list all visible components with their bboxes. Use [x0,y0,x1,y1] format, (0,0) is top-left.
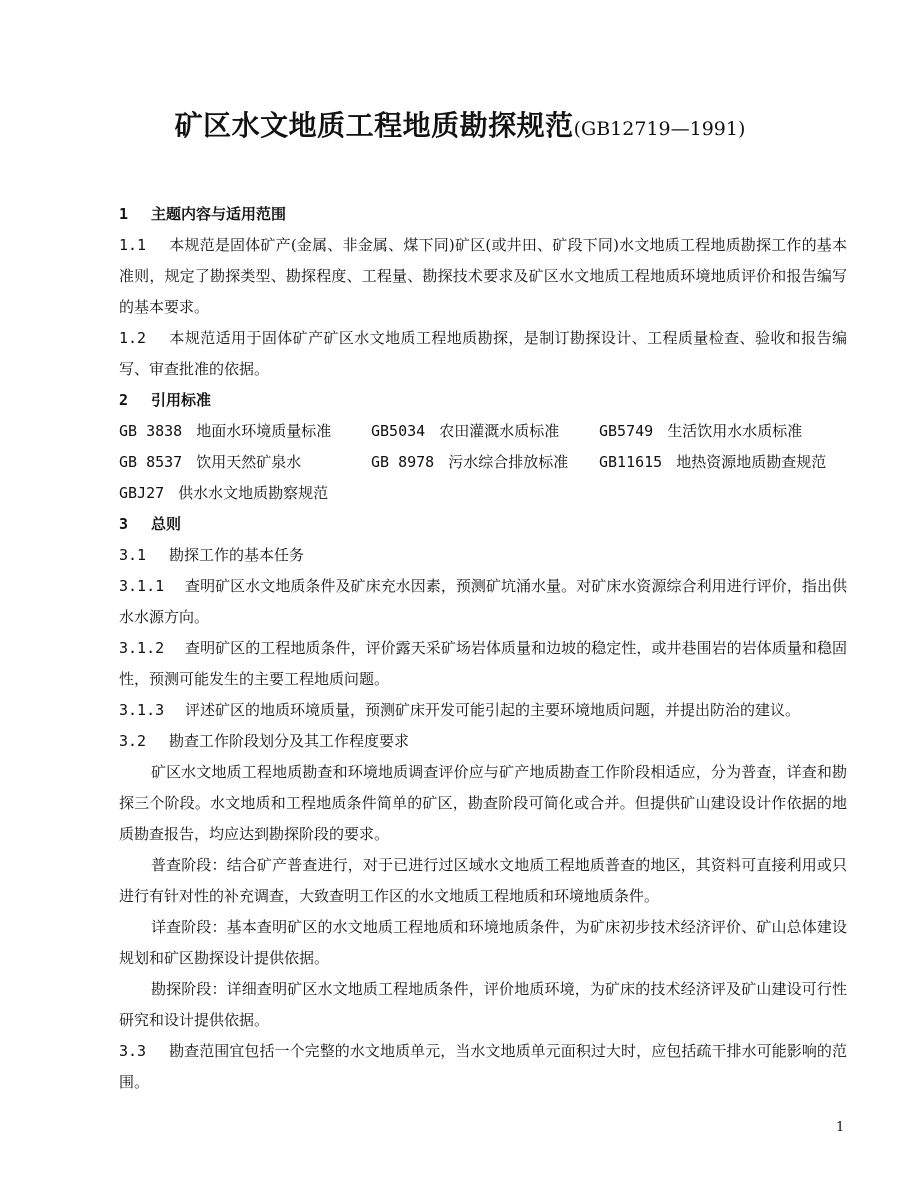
clause-number: 3.3 [119,1042,147,1060]
clause-number: 3.1.2 [119,639,165,657]
page-number: 1 [836,1120,845,1135]
reference-name: 地面水环境质量标准 [196,422,332,440]
document-title [0,104,920,144]
reference-item [119,447,371,478]
clause-number: 3.1.3 [119,701,165,719]
clause-number: 1.2 [119,329,147,347]
clause-1-2 [119,323,847,385]
section-heading [119,509,847,540]
clause-3-1-2 [119,633,847,695]
reference-name: 供水水文地质勘察规范 [178,484,329,502]
reference-item [599,447,847,478]
reference-code: GB5749 [599,422,654,440]
clause-number: 3.1 [119,546,147,564]
clause-number: 1.1 [119,236,147,254]
reference-code: GB 8978 [371,453,435,471]
section-title: 总则 [151,515,182,533]
clause-number: 3.1.1 [119,577,165,595]
reference-code: GBJ27 [119,484,165,502]
reference-item [371,416,599,447]
paragraph-general-survey-stage: 普查阶段：结合矿产普查进行，对于已进行过区域水文地质工程地质普查的地区，其资料可直接利用或只进行有针对性的补充调查，大致查明工作区的水文地质工程地质和环境地质条件。 [119,856,847,905]
reference-code: GB 8537 [119,453,183,471]
clause-3-1 [119,540,847,571]
section-number: 3 [119,515,129,533]
reference-standards-list [119,416,847,509]
paragraph-detailed-survey-stage: 详查阶段：基本查明矿区的水文地质工程地质和环境地质条件，为矿床初步技术经济评价、矿山总体建设规划和矿区勘探设计提供依据。 [119,918,847,967]
title-standard-code: (GB12719—1991) [573,118,746,140]
paragraph-stages-overview: 矿区水文地质工程地质勘查和环境地质调查评价应与矿产地质勘查工作阶段相适应，分为普查，详查和勘探三个阶段。水文地质和工程地质条件简单的矿区，勘查阶段可简化或合并。但提供矿山建设设计作依据的地质勘查报告，均应达到勘探阶段的要求。 [119,763,847,843]
section-heading [119,385,847,416]
section-heading [119,199,847,230]
section-title: 主题内容与适用范围 [151,205,287,223]
section-number: 1 [119,205,129,223]
clause-text: 评述矿区的地质环境质量，预测矿床开发可能引起的主要环境地质问题，并提出防治的建议。 [185,701,801,719]
clause-3-2 [119,726,847,757]
reference-item [119,416,371,447]
reference-name: 地热资源地质勘查规范 [676,453,827,471]
paragraph-exploration-stage: 勘探阶段：详细查明矿区水文地质工程地质条件，评价地质环境，为矿床的技术经济评及矿山建设可行性研究和设计提供依据。 [119,980,847,1029]
clause-text: 勘查工作阶段划分及其工作程度要求 [169,732,410,750]
reference-code: GB5034 [371,422,426,440]
section-title: 引用标准 [151,391,212,409]
clause-text: 勘探工作的基本任务 [169,546,305,564]
document-body [119,199,847,1098]
reference-name: 饮用天然矿泉水 [196,453,302,471]
reference-item [371,447,599,478]
clause-number: 3.2 [119,732,147,750]
clause-3-1-3 [119,695,847,726]
clause-text: 本规范适用于固体矿产矿区水文地质工程地质勘探，是制订勘探设计、工程质量检查、验收和报告编写、审查批准的依据。 [119,329,847,378]
reference-name: 农田灌溉水质标准 [439,422,560,440]
reference-name: 污水综合排放标准 [448,453,569,471]
clause-text: 查明矿区水文地质条件及矿床充水因素，预测矿坑涌水量。对矿床水资源综合利用进行评价，指出供水水源方向。 [119,577,847,626]
section-number: 2 [119,391,129,409]
clause-text: 查明矿区的工程地质条件，评价露天采矿场岩体质量和边坡的稳定性，或井巷围岩的岩体质量和稳固性，预测可能发生的主要工程地质问题。 [119,639,847,688]
clause-3-1-1 [119,571,847,633]
clause-text: 勘查范围宜包括一个完整的水文地质单元，当水文地质单元面积过大时，应包括疏干排水可能影响的范围。 [119,1042,847,1091]
reference-code: GB11615 [599,453,663,471]
title-main: 矿区水文地质工程地质勘探规范 [174,109,574,142]
clause-text: 本规范是固体矿产(金属、非金属、煤下同)矿区(或井田、矿段下同)水文地质工程地质勘探工作的基本准则，规定了勘探类型、勘探程度、工程量、勘探技术要求及矿区水文地质工程地质环境地质评价和报告编写的基本要求。 [119,236,847,316]
clause-3-3 [119,1036,847,1098]
clause-1-1 [119,230,847,323]
reference-item [119,478,371,509]
reference-item [599,416,847,447]
reference-code: GB 3838 [119,422,183,440]
reference-name: 生活饮用水水质标准 [667,422,803,440]
